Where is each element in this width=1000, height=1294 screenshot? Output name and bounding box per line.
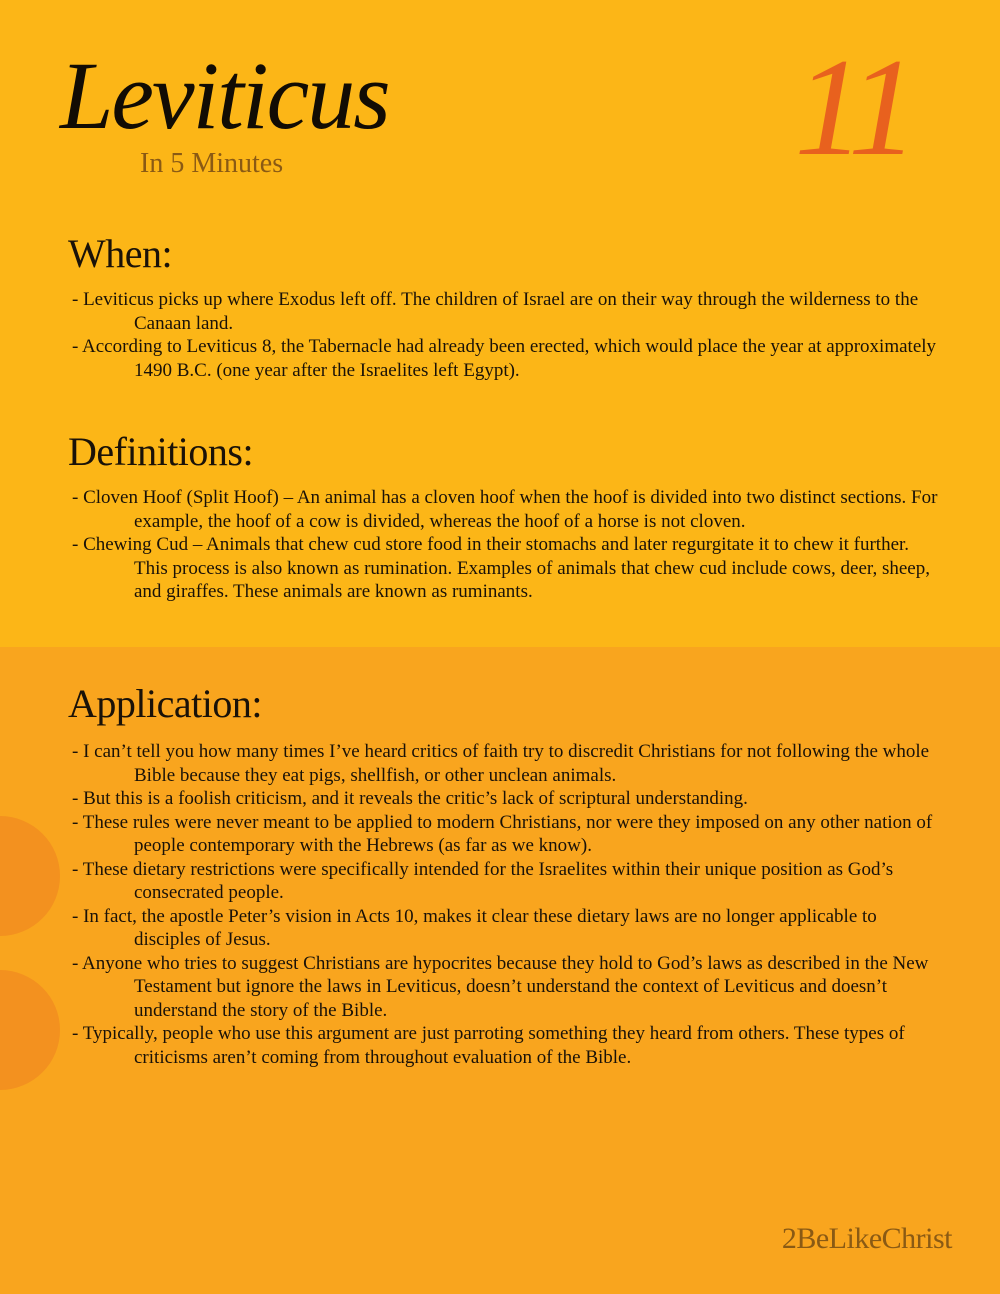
when-heading: When:	[68, 231, 173, 276]
page-subtitle: In 5 Minutes	[140, 148, 284, 179]
when-section	[68, 232, 938, 382]
list-item: - These dietary restrictions were specifically intended for the Israelites within their unique position as God’s consecrated people.	[72, 858, 894, 903]
list-item: - In fact, the apostle Peter’s vision in Acts 10, makes it clear these dietary laws are no longer applicable to disciples of Jesus.	[72, 905, 877, 950]
list-item: - Chewing Cud – Animals that chew cud store food in their stomachs and later regurgitate it to chew it further. This process is also known as rumination. Examples of animals that chew cud include cows, deer, sheep, and giraffes. These animals are known as ruminants.	[72, 534, 930, 602]
application-heading: Application:	[68, 681, 262, 726]
list-item: - Typically, people who use this argument are just parroting something they heard from others. These types of criticisms aren’t coming from throughout evaluation of the Bible.	[72, 1023, 905, 1068]
page-title: Leviticus	[60, 42, 389, 149]
definitions-heading: Definitions:	[68, 429, 254, 474]
definitions-list	[68, 486, 938, 604]
when-list	[68, 288, 938, 382]
list-item: - According to Leviticus 8, the Tabernacle had already been erected, which would place the year at approximately 1490 B.C. (one year after the Israelites left Egypt).	[72, 336, 937, 381]
list-item: - These rules were never meant to be applied to modern Christians, nor were they imposed on any other nation of people contemporary with the Hebrews (as far as we know).	[72, 811, 933, 856]
footer-brand: 2BeLikeChrist	[781, 1222, 952, 1255]
list-item: - But this is a foolish criticism, and it reveals the critic’s lack of scriptural understanding.	[72, 788, 748, 809]
list-item: - Anyone who tries to suggest Christians are hypocrites because they hold to God’s laws as described in the New Testament but ignore the laws in Leviticus, doesn’t understand the context of Leviticus and doesn’t understand the story of the Bible.	[72, 952, 929, 1021]
application-section	[68, 682, 938, 1069]
chapter-number: 11	[794, 30, 912, 185]
list-item: - Cloven Hoof (Split Hoof) – An animal has a cloven hoof when the hoof is divided into two distinct sections. For example, the hoof of a cow is divided, whereas the hoof of a horse is not cloven.	[72, 487, 938, 532]
application-list	[68, 740, 938, 1069]
list-item: - I can’t tell you how many times I’ve heard critics of faith try to discredit Christians for not following the whole Bible because they eat pigs, shellfish, or other unclean animals.	[72, 741, 930, 786]
definitions-section	[68, 430, 938, 604]
list-item: - Leviticus picks up where Exodus left off. The children of Israel are on their way through the wilderness to the Canaan land.	[72, 289, 919, 334]
